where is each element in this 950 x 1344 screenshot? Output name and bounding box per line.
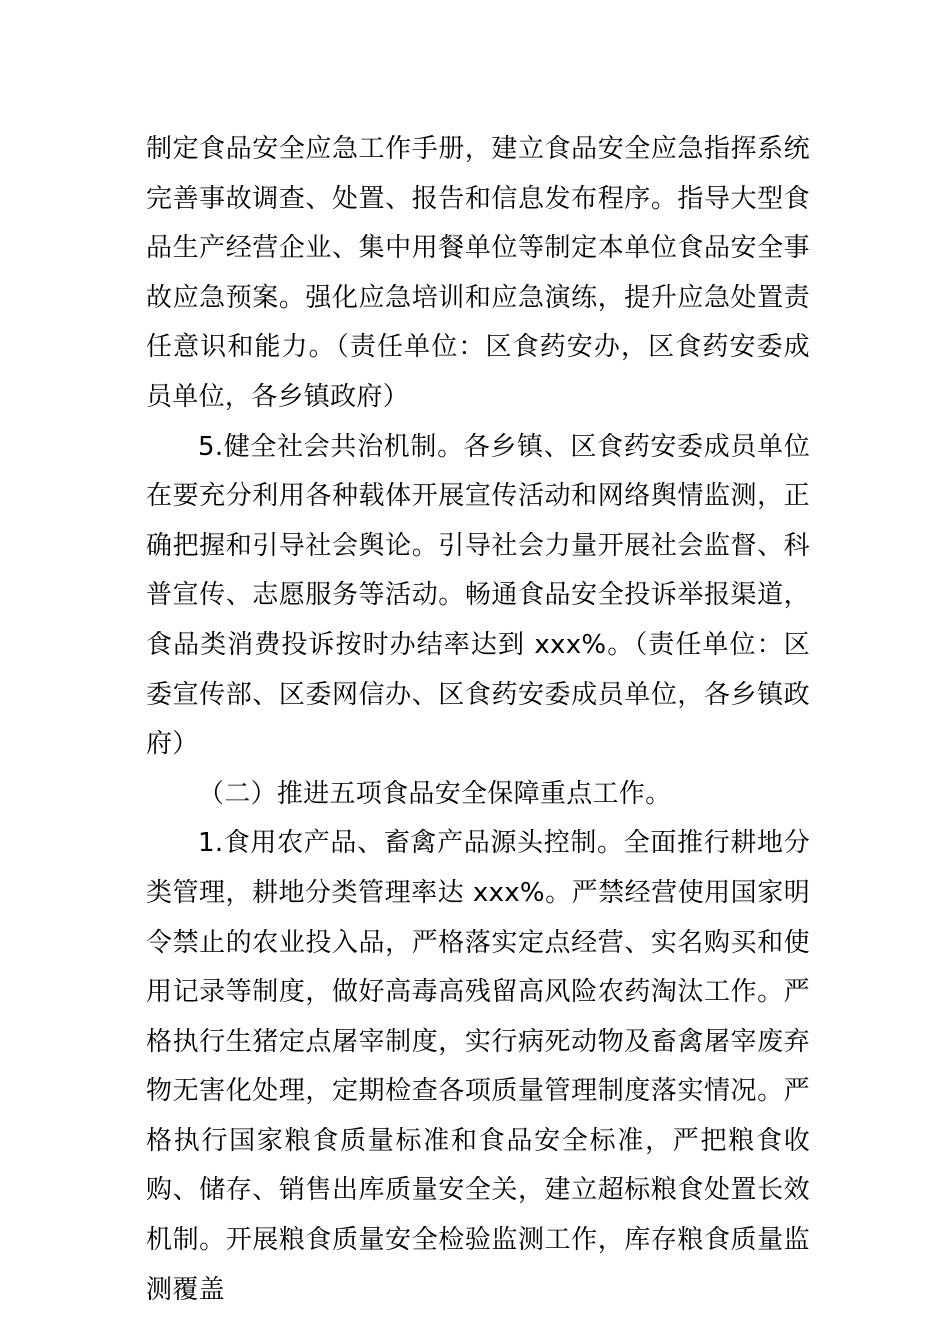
document-body <box>146 125 810 1315</box>
paragraph-emergency-response: 制定食品安全应急工作手册，建立食品安全应急指挥系统完善事故调查、处置、报告和信息发布程序。指导大型食品生产经营企业、集中用餐单位等制定本单位食品安全事故应急预案。强化应急培训和应急演练，提升应急处置责任意识和能力。（责任单位：区食药安办，区食药安委成员单位，各乡镇政府） <box>146 134 810 412</box>
section-heading-key-tasks: （二）推进五项食品安全保障重点工作。 <box>198 778 672 809</box>
paragraph-source-control: 1.食用农产品、畜禽产品源头控制。全面推行耕地分类管理，耕地分类管理率达 xxx%。严禁经营使用国家明令禁止的农业投入品，严格落实定点经营、实名购买和使用记录等制度，做好高毒高残留高风险农药淘汰工作。严格执行生猪定点屠宰制度，实行病死动物及畜禽屠宰废弃物无害化处理，定期检查各项质量管理制度落实情况。严格执行国家粮食质量标准和食品安全标准，严把粮食收购、储存、销售出库质量安全关，建立超标粮食处置长效机制。开展粮食质量安全检验监测工作，库存粮食质量监测覆盖 <box>146 828 810 1305</box>
paragraph-social-governance: 5.健全社会共治机制。各乡镇、区食药安委成员单位在要充分利用各种载体开展宣传活动和网络舆情监测，正确把握和引导社会舆论。引导社会力量开展社会监督、科普宣传、志愿服务等活动。畅通食品安全投诉举报渠道，食品类消费投诉按时办结率达到 xxx%。（责任单位：区委宣传部、区委网信办、区食药安委成员单位，各乡镇政府） <box>146 431 810 760</box>
